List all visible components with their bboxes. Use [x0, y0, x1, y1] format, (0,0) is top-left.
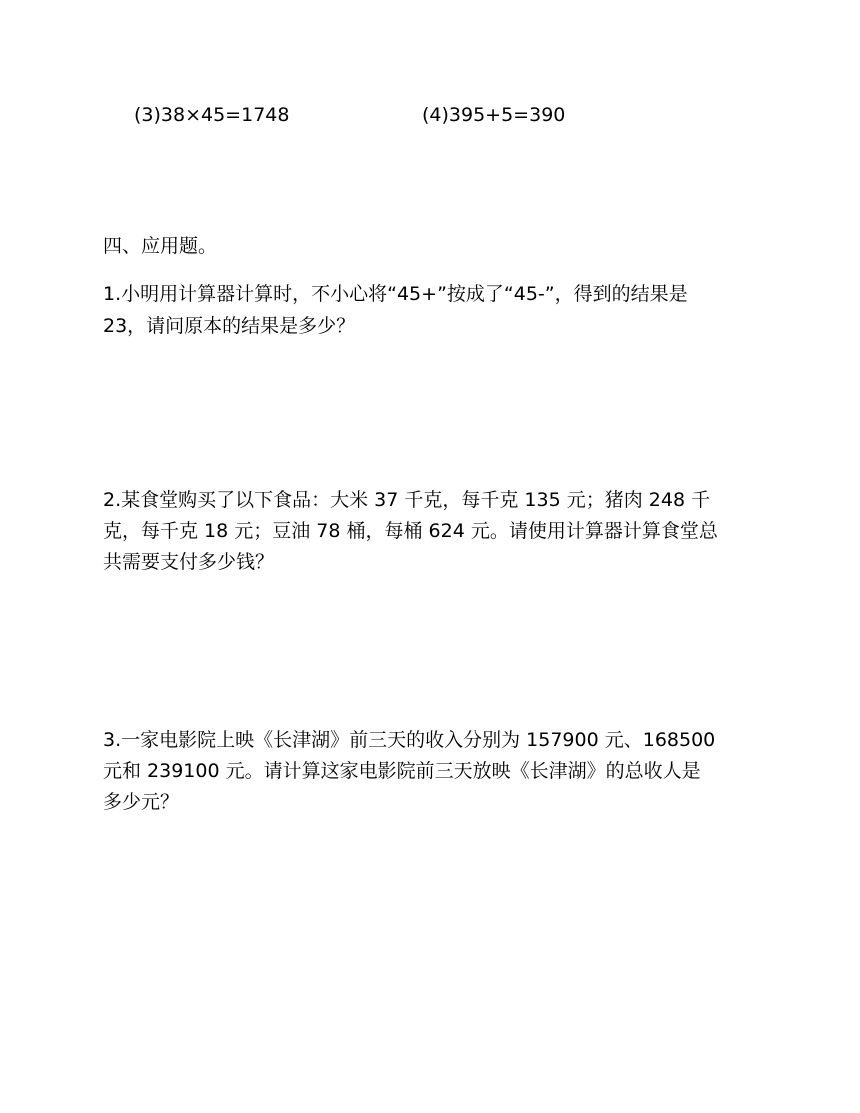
question-3-line-1: 3.一家电影院上映《长津湖》前三天的收入分别为 157900 元、168500	[103, 729, 716, 751]
question-1-line-1: 1.小明用计算器计算时，不小心将“45+”按成了“45-”，得到的结果是	[103, 283, 688, 305]
question-1-line-2: 23，请问原本的结果是多少？	[103, 315, 356, 337]
question-2-line-3: 共需要支付多少钱？	[103, 551, 275, 573]
section-title: 四、应用题。	[103, 235, 218, 257]
question-3-line-3: 多少元？	[103, 791, 180, 813]
equation-4: (4)395+5=390	[422, 104, 566, 126]
question-3-line-2: 元和 239100 元。请计算这家电影院前三天放映《长津湖》的总收人是	[103, 760, 701, 782]
equation-3: (3)38×45=1748	[134, 104, 290, 126]
question-2-line-1: 2.某食堂购买了以下食品：大米 37 千克，每千克 135 元；猪肉 248 千	[103, 489, 711, 511]
question-2-line-2: 克，每千克 18 元；豆油 78 桶，每桶 624 元。请使用计算器计算食堂总	[103, 520, 718, 542]
